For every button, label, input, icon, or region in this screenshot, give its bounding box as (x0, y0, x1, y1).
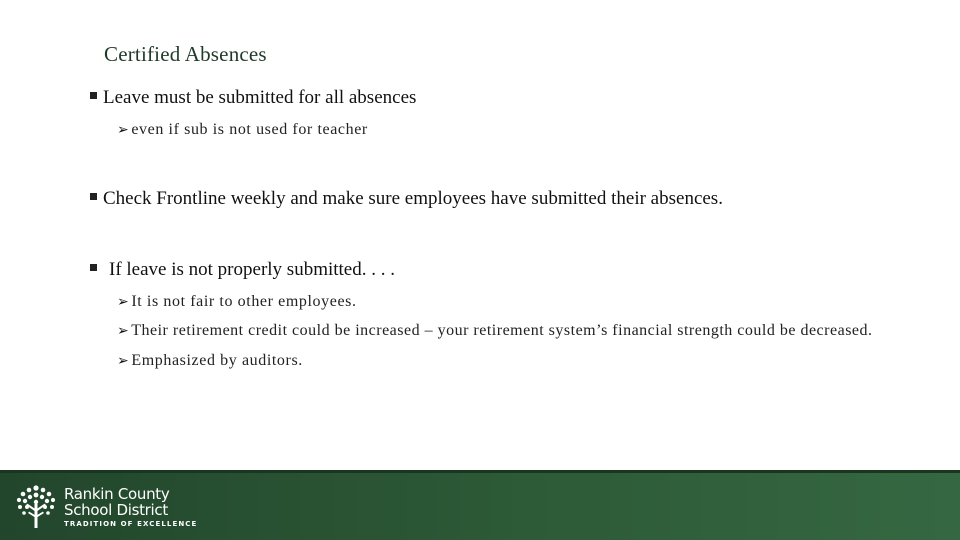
sub-bullet-text: Their retirement credit could be increased – your retirement system’s financial strength could be decreased. (131, 322, 873, 339)
logo-line1: Rankin County (64, 485, 170, 503)
logo-tagline: TRADITION OF EXCELLENCE (64, 520, 198, 528)
bullet-item (90, 87, 416, 109)
sub-bullet-text: even if sub is not used for teacher (131, 121, 368, 138)
slide-title: Certified Absences (104, 42, 267, 66)
bullet-text: If leave is not properly submitted. . . . (109, 259, 395, 280)
tree-logo-icon (14, 484, 58, 530)
sub-bullet-text: Emphasized by auditors. (131, 352, 303, 369)
square-bullet-icon (90, 264, 97, 271)
arrow-bullet-icon: ➢ (117, 122, 130, 138)
sub-bullet-item (117, 352, 303, 370)
sub-bullet-item (117, 322, 873, 340)
arrow-bullet-icon: ➢ (117, 323, 130, 339)
footer-band (0, 470, 960, 540)
square-bullet-icon (90, 92, 97, 99)
footer-rule (0, 470, 960, 473)
sub-bullet-text: It is not fair to other employees. (131, 293, 357, 310)
bullet-text: Leave must be submitted for all absences (103, 87, 417, 108)
square-bullet-icon (90, 193, 97, 200)
sub-bullet-item (117, 121, 368, 139)
bullet-item (90, 259, 395, 281)
bullet-text: Check Frontline weekly and make sure employees have submitted their absences. (103, 188, 723, 209)
arrow-bullet-icon: ➢ (117, 353, 130, 369)
sub-bullet-item (117, 293, 357, 311)
logo-line2: School District (64, 501, 168, 519)
bullet-item (90, 188, 723, 210)
arrow-bullet-icon: ➢ (117, 294, 130, 310)
